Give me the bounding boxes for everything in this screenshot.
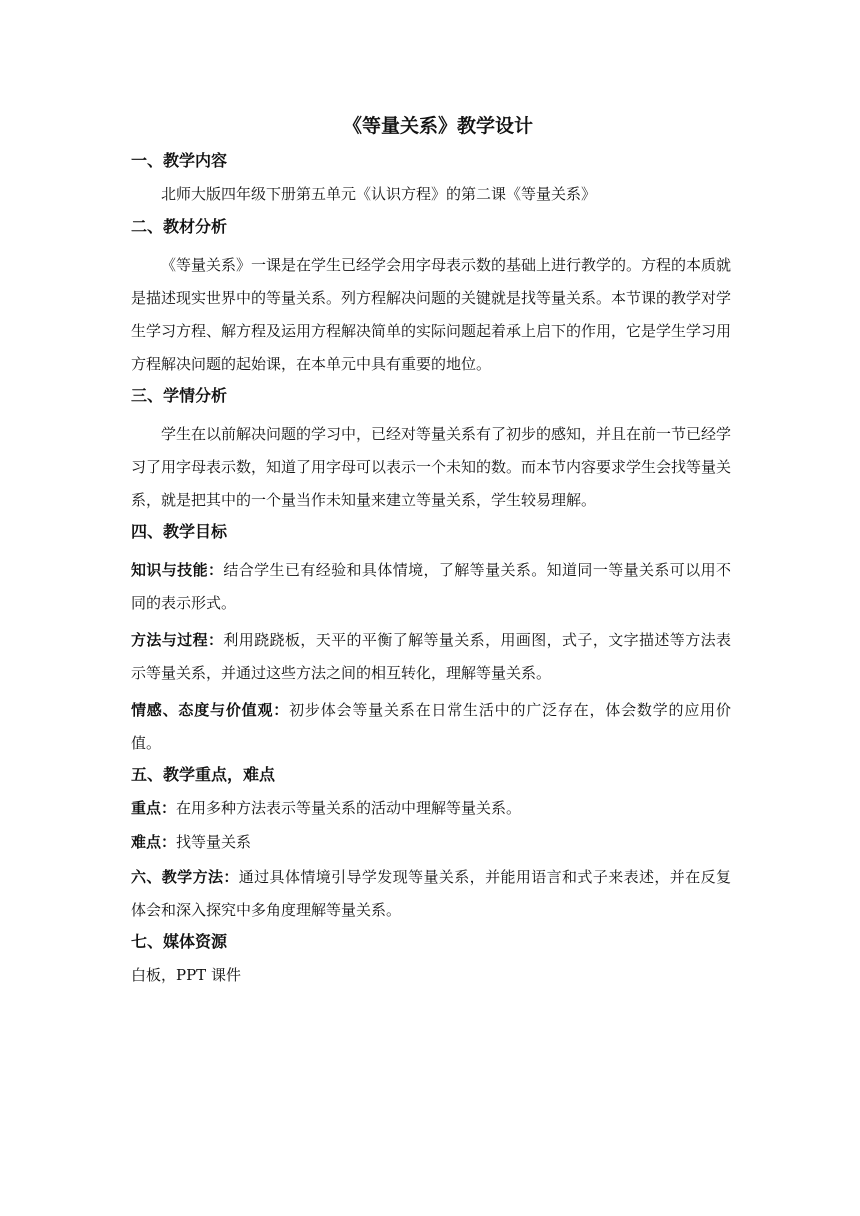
goal-attitude-label: 情感、态度与价值观： <box>131 701 290 719</box>
goal-attitude <box>131 694 731 760</box>
goal-knowledge-text: 结合学生已有经验和具体情境，了解等量关系。知道同一等量关系可以用不同的表示形式。 <box>131 561 731 612</box>
teaching-methods <box>131 861 731 927</box>
section-heading-students: 三、学情分析 <box>131 386 228 405</box>
difficult-point-text: 找等量关系 <box>176 833 252 851</box>
teaching-methods-label: 六、教学方法： <box>131 868 239 886</box>
goal-method-label: 方法与过程： <box>131 631 224 649</box>
section-heading-key-points: 五、教学重点，难点 <box>131 765 276 784</box>
goal-method-text: 利用跷跷板，天平的平衡了解等量关系，用画图，式子，文字描述等方法表示等量关系，并通过这些方法之间的相互转化，理解等量关系。 <box>131 631 731 682</box>
goal-method <box>131 624 731 690</box>
section-text-students: 学生在以前解决问题的学习中，已经对等量关系有了初步的感知，并且在前一节已经学习了用字母表示数，知道了用字母可以表示一个未知的数。而本节内容要求学生会找等量关系，就是把其中的一个量当作未知量来建立等量关系，学生较易理解。 <box>131 425 732 509</box>
goal-attitude-text: 初步体会等量关系在日常生活中的广泛存在，体会数学的应用价值。 <box>131 701 731 752</box>
document-body <box>131 112 731 990</box>
section-heading-goals: 四、教学目标 <box>131 522 228 541</box>
key-point-text: 在用多种方法表示等量关系的活动中理解等量关系。 <box>176 799 522 817</box>
key-point-label: 重点： <box>131 799 177 817</box>
goal-knowledge <box>131 554 731 620</box>
difficult-point-label: 难点： <box>131 833 177 851</box>
difficult-point <box>131 831 731 853</box>
key-point <box>131 797 731 819</box>
section-heading-media: 七、媒体资源 <box>131 932 228 951</box>
section-text-textbook: 《等量关系》一课是在学生已经学会用字母表示数的基础上进行教学的。方程的本质就是描述现实世界中的等量关系。列方程解决问题的关键就是找等量关系。本节课的教学对学生学习方程、解方程及运用方程解决简单的实际问题起着承上启下的作用，它是学生学习用方程解决问题的起始课，在本单元中具有重要的地位。 <box>131 256 732 373</box>
section-heading-textbook: 二、教材分析 <box>131 217 228 236</box>
document-title: 《等量关系》教学设计 <box>342 115 533 137</box>
section-text-content: 北师大版四年级下册第五单元《认识方程》的第二课《等量关系》 <box>161 185 597 203</box>
goal-knowledge-label: 知识与技能： <box>131 561 224 579</box>
teaching-methods-text: 通过具体情境引导学发现等量关系，并能用语言和式子来表述，并在反复体会和深入探究中多角度理解等量关系。 <box>131 868 731 919</box>
section-text-media: 白板，PPT 课件 <box>131 966 241 984</box>
section-heading-content: 一、教学内容 <box>131 151 228 170</box>
